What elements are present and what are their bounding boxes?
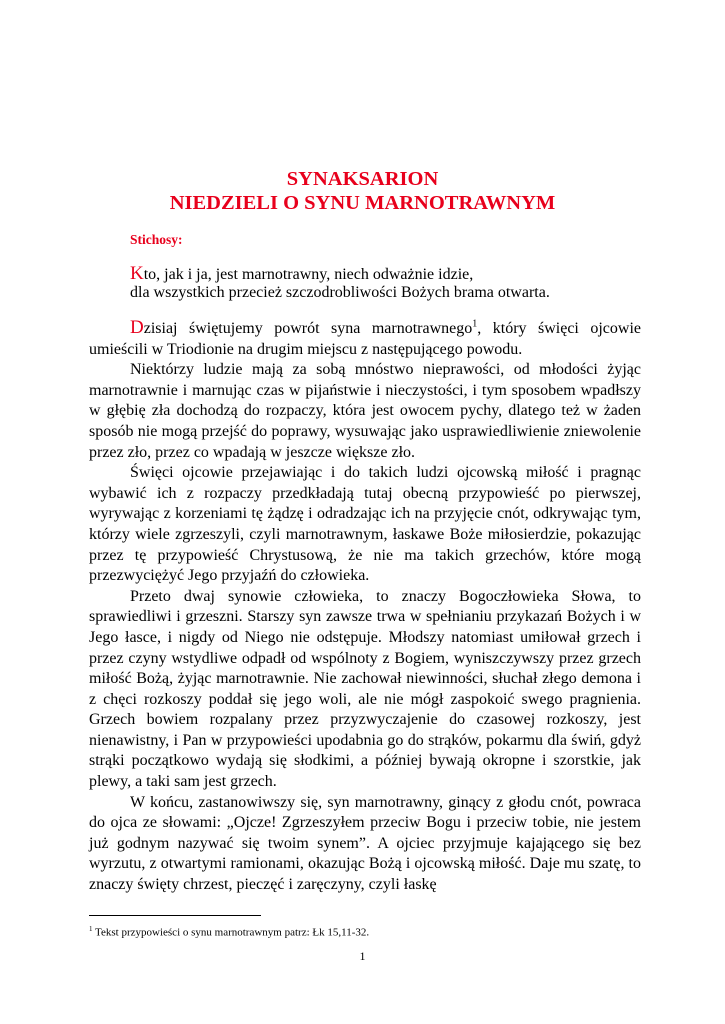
footnote-text: Tekst przypowieści o synu marnotrawnym patrz: Łk 15,11-32. <box>92 926 370 939</box>
footnote-marker: 1 <box>89 925 93 933</box>
document-title: SYNAKSARION <box>286 168 439 190</box>
paragraph-1-text-b: , który święci ojcowie umieścili w Triodionie na drugim miejscu z następującego powodu. <box>89 320 642 358</box>
paragraph-4: Przeto dwaj synowie człowieka, to znaczy Bogoczłowieka Słowa, to sprawiedliwi i grzeszni. Starszy syn zawsze trwa w spełnianiu przykazań Bożych i w Jego łasce, i nigdy od Niego nie odstępuje. Młodszy natomiast umiłował grzech i przez czyny wstydliwe odpadł od wspólnoty z Bogiem, wyniszczywszy przez grzech miłość Bożą, żyjąc marnotrawnie. Nie zachował niewinności, słuchał złego demona i z chęci rozkoszy poddał się jego woli, ale nie mógł zaspokoić swego pragnienia. Grzech bowiem rozpalany przez przyzwyczajenie do czasowej rozkoszy, jest nienawistny, i Pan w przypowieści upodabnia go do strąków, pokarmu dla świń, gdyż strąki początkowo wydają się słodkimi, a później bywają okropne i szorstkie, jak plewy, a taki sam jest grzech. <box>89 587 641 791</box>
paragraph-1-text-a: zisiaj świętujemy powrót syna marnotrawnego <box>143 320 473 337</box>
page-number: 1 <box>359 949 366 963</box>
footnote-divider <box>89 915 261 916</box>
body-text <box>89 318 641 896</box>
paragraph-3: Święci ojcowie przejawiając i do takich ludzi ojcowską miłość i pragnąc wybawić ich z rozpaczy przedkładają tutaj obecną przypowieść po pierwszej, wyrywając z korzeniami tę żądzę i odradzając ich na przyjęcie cnót, odkrywając tym, którzy wiele zgrzeszyli, czyli marnotrawnym, łaskawe Boże miłosierdzie, pokazując przez tę przypowieść Chrystusową, że nie ma takich grzechów, które mogą przezwyciężyć Jego przyjaźń do człowieka. <box>89 464 641 585</box>
paragraph-5: W końcu, zastanowiwszy się, syn marnotrawny, ginący z głodu cnót, powraca do ojca ze słowami: „Ojcze! Zgrzeszyłem przeciw Bogu i przeciw tobie, nie jestem już godnym nazywać się twoim synem”. A ojciec przyjmuje kajającego się bez wyrzutu, z otwartymi ramionami, okazując Bożą i ojcowską miłość. Daje mu szatę, to znaczy święty chrzest, pieczęć i zaręczyny, czyli łaskę <box>89 793 641 894</box>
stichosy-label: Stichosy: <box>130 232 183 247</box>
footnote-reference[interactable]: 1 <box>472 318 478 330</box>
paragraph-1 <box>89 318 641 360</box>
footnote <box>89 925 369 939</box>
verse-line-1-text: to, jak i ja, jest marnotrawny, niech odważnie idzie, <box>143 266 474 283</box>
paragraph-2: Niektórzy ludzie mają za sobą mnóstwo nieprawości, od młodości żyjąc marnotrawnie i marnując czas w pijaństwie i nieczystości, i tym sposobem wpadłszy w głębię zła dochodzą do rozpaczy, która jest owocem pychy, dlatego też w żaden sposób nie mogą przejść do poprawy, wysuwając jako usprawiedliwienie zniewolenie przez zło, przez co wpadają w jeszcze większe zło. <box>89 361 641 461</box>
verse-line-2: dla wszystkich przecież szczodrobliwości Bożych brama otwarta. <box>130 284 550 301</box>
paragraph-initial: D <box>130 317 144 338</box>
document-subtitle: NIEDZIELI O SYNU MARNOTRAWNYM <box>169 192 556 214</box>
verse-line-1 <box>130 264 473 285</box>
verse-initial: K <box>130 263 144 284</box>
